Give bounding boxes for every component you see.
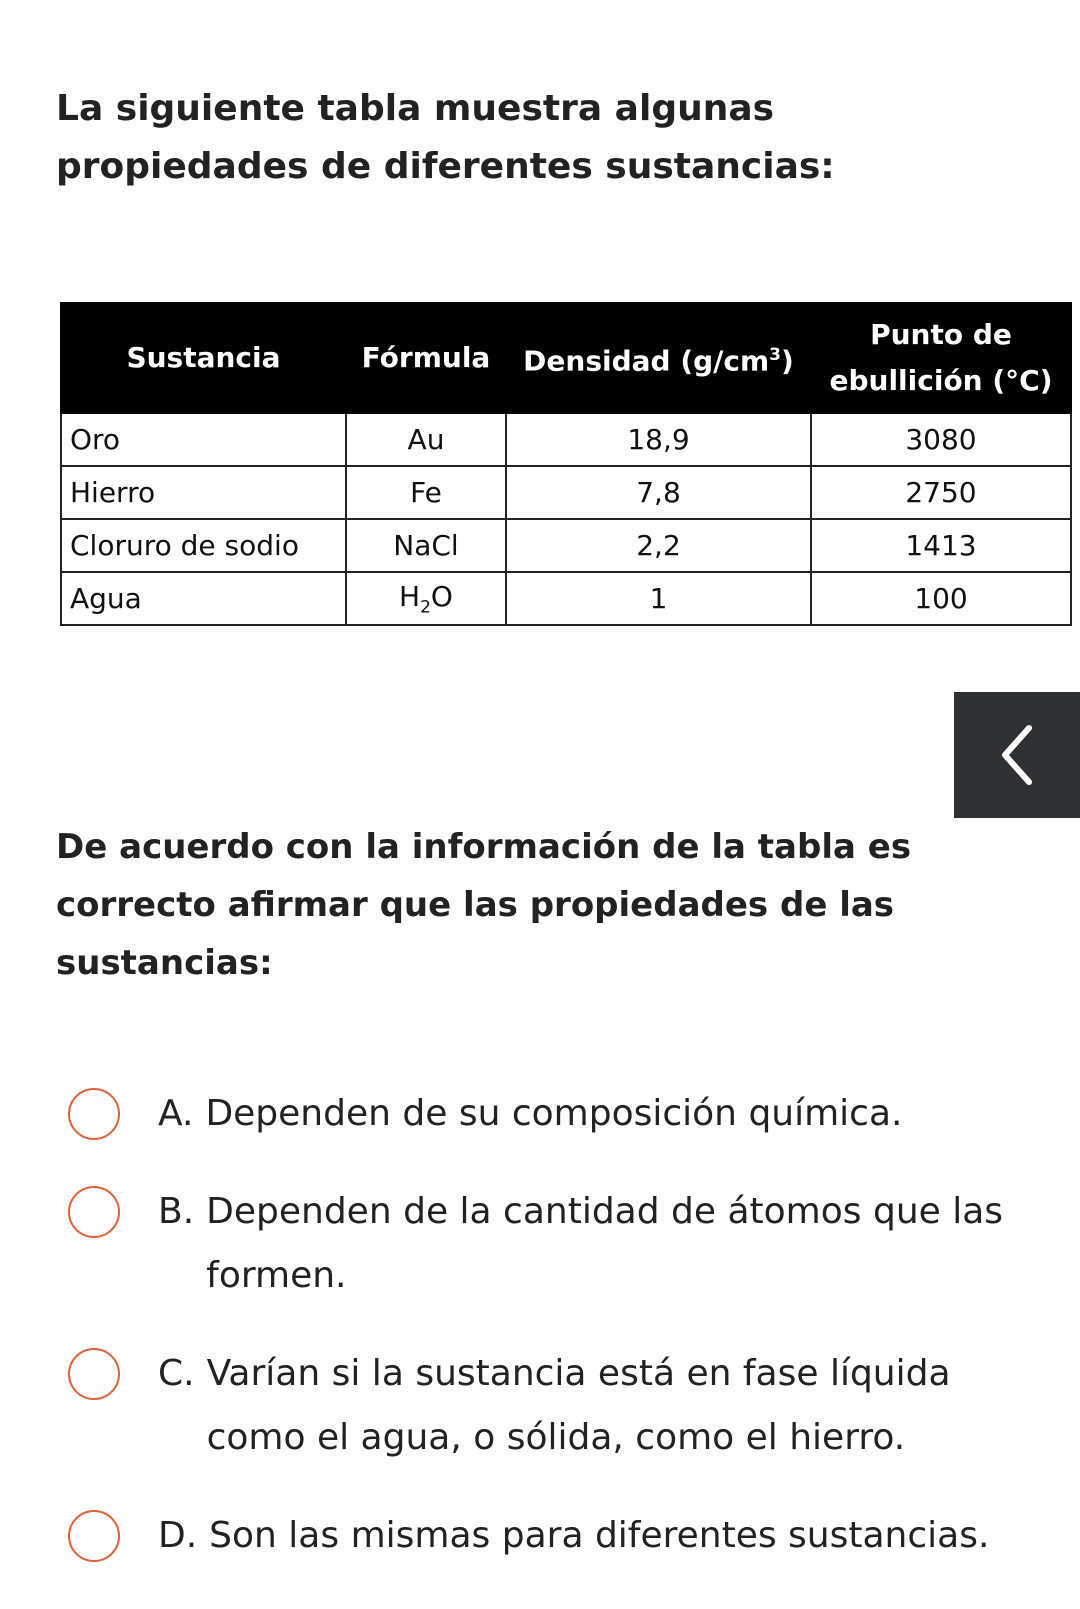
- option-c-text: [158, 1342, 1018, 1470]
- header-ebullicion-line1: Punto de: [870, 318, 1012, 351]
- cell-ebullicion: 3080: [811, 413, 1071, 466]
- answer-options: [68, 1082, 1068, 1602]
- header-sustancia: Sustancia: [61, 303, 346, 413]
- option-label: Dependen de su composición química.: [205, 1093, 903, 1134]
- cell-sustancia: Hierro: [61, 466, 346, 519]
- properties-table-container: [60, 302, 1070, 626]
- cell-ebullicion: 100: [811, 572, 1071, 625]
- cell-ebullicion: 1413: [811, 519, 1071, 572]
- cell-formula: $H_2O$: [346, 572, 506, 625]
- header-ebullicion: [811, 303, 1071, 413]
- option-letter: D.: [158, 1515, 198, 1556]
- cell-sustancia: Oro: [61, 413, 346, 466]
- header-densidad: Densidad $(g/cm^3)$: [506, 303, 811, 413]
- option-b-text: [158, 1180, 1018, 1308]
- option-label: Son las mismas para diferentes sustancias.: [209, 1515, 990, 1556]
- cell-formula: Fe: [346, 466, 506, 519]
- option-c[interactable]: [68, 1342, 1068, 1470]
- cell-sustancia: Agua: [61, 572, 346, 625]
- table-row: [61, 572, 1071, 625]
- option-a[interactable]: [68, 1082, 1068, 1146]
- header-formula: Fórmula: [346, 303, 506, 413]
- cell-sustancia: Cloruro de sodio: [61, 519, 346, 572]
- cell-densidad: 2,2: [506, 519, 811, 572]
- radio-button[interactable]: [68, 1186, 120, 1238]
- option-letter: B.: [158, 1191, 195, 1232]
- option-label: Varían si la sustancia está en fase líquida como el agua, o sólida, como el hierro.: [206, 1353, 951, 1458]
- properties-table: [60, 302, 1072, 626]
- option-d-text: [158, 1504, 1018, 1568]
- option-letter: A.: [158, 1093, 194, 1134]
- back-button[interactable]: [954, 692, 1080, 818]
- table-row: [61, 413, 1071, 466]
- option-d[interactable]: [68, 1504, 1068, 1568]
- option-a-text: [158, 1082, 1018, 1146]
- cell-formula: Au: [346, 413, 506, 466]
- table-row: [61, 466, 1071, 519]
- chevron-left-icon: [997, 724, 1037, 786]
- option-letter: C.: [158, 1353, 195, 1394]
- table-row: [61, 519, 1071, 572]
- intro-text: La siguiente tabla muestra algunas propiedades de diferentes sustancias:: [56, 88, 835, 187]
- question-text: De acuerdo con la información de la tabla es correcto afirmar que las propiedades de las sustancias:: [56, 827, 912, 983]
- cell-formula: NaCl: [346, 519, 506, 572]
- radio-button[interactable]: [68, 1348, 120, 1400]
- cell-densidad: 1: [506, 572, 811, 625]
- option-b[interactable]: [68, 1180, 1068, 1308]
- cell-ebullicion: 2750: [811, 466, 1071, 519]
- table-header-row: [61, 303, 1071, 413]
- header-ebullicion-line2: ebullición (°C): [829, 364, 1053, 397]
- cell-densidad: 18,9: [506, 413, 811, 466]
- radio-button[interactable]: [68, 1088, 120, 1140]
- option-label: Dependen de la cantidad de átomos que las formen.: [206, 1191, 1004, 1296]
- radio-button[interactable]: [68, 1510, 120, 1562]
- cell-densidad: 7,8: [506, 466, 811, 519]
